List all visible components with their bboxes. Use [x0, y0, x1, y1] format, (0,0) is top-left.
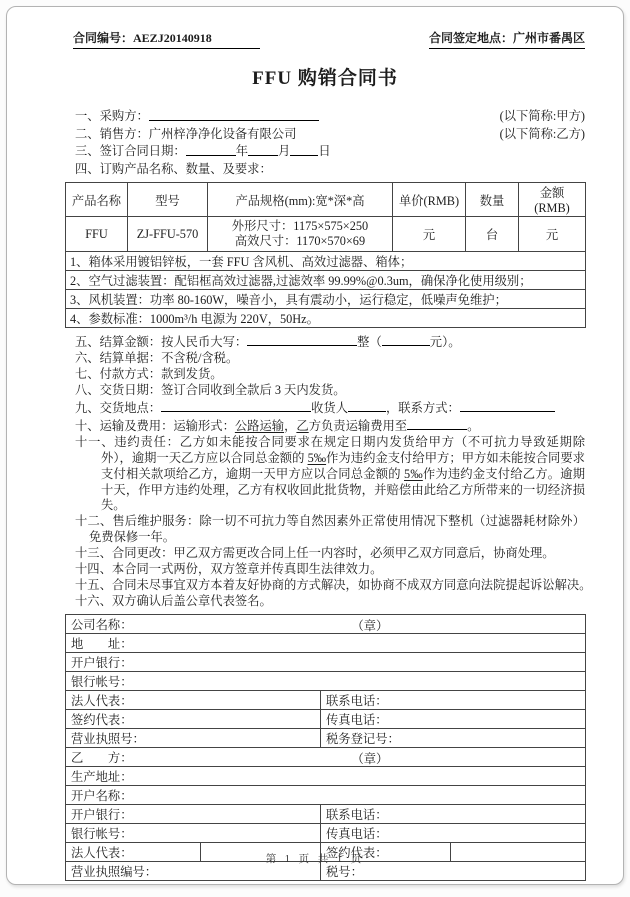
term-confirmation-seal: 十六、双方确认后盖公章代表签名。	[75, 593, 272, 608]
party-b-label: 乙 方：	[71, 750, 133, 765]
term-delivery-place: 九、交货地点： 收货人 ，联系方式：	[75, 399, 585, 417]
term-settlement-receipt: 六、结算单据：不含税/含税。	[75, 351, 239, 366]
product-table	[65, 182, 586, 328]
term-payment: 七、付款方式：款到发货。	[75, 367, 223, 382]
term-breach-liability: 十一、违约责任：乙方如未能按合同要求在规定日期内发货给甲方（不可抗力导致延期除外），逾期一天乙方应以合同总金额的 5‰作为违约金支付给甲方；甲方如未能按合同要求支付相关款项给乙方，逾期一天甲方应以合同总金额的 5‰作为违约金支付给乙方。逾期十天，作甲方违约处理，乙方有权收回此批货物，并赔偿由此给乙方所带来的一切经济损失。	[75, 434, 586, 513]
party-row-reps-b: 法人代表： 签约代表：	[66, 842, 586, 861]
party-row-account-name: 开户名称：	[66, 785, 586, 804]
col-quantity: 数量	[466, 183, 519, 217]
col-spec: 产品规格(mm):宽*深*高	[208, 183, 393, 217]
seller-line	[75, 126, 585, 144]
transport-dest-blank	[407, 417, 467, 430]
stamp-placeholder: （章）	[351, 751, 389, 766]
intro-section	[75, 108, 585, 178]
buyer-alias: (以下简称:甲方)	[499, 109, 585, 123]
seller-name: 广州梓净净化设备有限公司	[148, 126, 297, 141]
year-label: 年	[235, 144, 248, 159]
term-dispute-resolution: 十五、合同未尽事宜双方本着友好协商的方式解决，如协商不成双方同意向法院提起诉讼解决。	[75, 577, 592, 592]
col-model: 型号	[128, 183, 208, 217]
quantity-cell: 台	[466, 217, 519, 252]
product-model-cell: ZJ-FFU-570	[128, 217, 208, 252]
consignee-blank	[348, 399, 386, 412]
stamp-placeholder: （章）	[351, 618, 389, 633]
product-note-4: 4、参数标准：1000m³/h 电源为 220V，50Hz。	[66, 309, 586, 328]
page-number: 第 1 页 共 1 页	[265, 854, 365, 865]
seller-alias: (以下简称:乙方)	[499, 126, 585, 141]
col-product-name: 产品名称	[66, 183, 128, 217]
transport-mode: 公路运输	[234, 418, 285, 433]
term-settlement-amount: 五、结算金额：按人民币大写： 整（ 元）。	[75, 335, 461, 350]
col-amount: 金额(RMB)	[519, 183, 586, 217]
contract-number	[73, 29, 260, 49]
term-contract-change: 十三、合同更改：甲乙双方需更改合同上任一内容时，必须甲乙双方同意后，协商处理。	[75, 546, 555, 561]
penalty-rate-1: 5‰	[307, 450, 327, 465]
party-row-signing-rep: 签约代表： 传真电话：	[66, 709, 586, 728]
order-line	[75, 161, 585, 179]
buyer-label: 一、采购方：	[75, 109, 149, 123]
term-after-sales: 十二、售后维护服务：除一切不可抗力等自然因素外正常使用情况下整机（过滤器耗材除外）免费保修一年。	[75, 514, 585, 545]
product-note-row	[66, 309, 586, 328]
product-spec-cell	[208, 217, 393, 252]
party-row-account-b: 银行帐号： 传真电话：	[66, 823, 586, 842]
party-info-table	[65, 614, 586, 881]
date-line	[75, 143, 585, 161]
col-unit-price: 单价(RMB)	[393, 183, 466, 217]
amount-digits-blank	[382, 333, 430, 346]
year-blank	[186, 143, 236, 156]
buyer-blank	[149, 108, 319, 121]
signing-place-label: 合同签定地点：	[428, 31, 513, 45]
party-row-account: 银行帐号：	[66, 671, 586, 690]
company-name-label: 公司名称：	[71, 617, 133, 632]
term-transport: 十、运输及费用：运输形式：公路运输，乙方负责运输费用至 。	[75, 418, 480, 433]
page-title: FFU 购销合同书	[252, 68, 398, 89]
party-row-legal-rep: 法人代表： 联系电话：	[66, 690, 586, 709]
party-row-bank: 开户银行：	[66, 652, 586, 671]
contract-number-label: 合同编号：	[73, 31, 134, 45]
signing-place-value: 广州市番禺区	[512, 31, 585, 45]
buyer-line	[75, 108, 585, 126]
spec-hepa-size: 高效尺寸：1170×570×69	[234, 234, 366, 249]
penalty-rate-2: 5‰	[404, 466, 423, 481]
unit-price-cell: 元	[393, 217, 466, 252]
contact-blank	[460, 399, 555, 412]
product-note-row	[66, 290, 586, 309]
day-blank	[290, 143, 318, 156]
product-table-header-row	[66, 183, 586, 217]
order-label: 四、订购产品名称、数量、及要求：	[75, 161, 272, 176]
party-row-bank-b: 开户银行： 联系电话：	[66, 804, 586, 823]
party-row-license: 营业执照号： 税务登记号：	[66, 728, 586, 747]
product-row	[66, 217, 586, 252]
party-row-address: 地 址：	[66, 633, 586, 652]
delivery-place-blank	[161, 399, 311, 412]
party-row-license-b: 营业执照编号： 税号：	[66, 861, 586, 880]
party-row-production-address: 生产地址：	[66, 766, 586, 785]
terms-section	[75, 333, 592, 609]
product-name-cell: FFU	[66, 217, 128, 252]
contract-number-value: AEZJ20140918	[133, 31, 212, 45]
product-note-3: 3、风机装置：功率 80-160W，噪音小，具有震动小，运行稳定，低噪声免维护；	[66, 290, 586, 309]
month-label: 月	[278, 144, 291, 159]
term-duplicate-copies: 十四、本合同一式两份，双方签章并传真即生法律效力。	[75, 562, 383, 577]
product-note-row	[66, 271, 586, 290]
seller-label: 二、销售方：	[75, 126, 149, 141]
signing-place	[429, 29, 585, 49]
party-row-company-name	[66, 614, 586, 633]
day-label: 日	[318, 144, 331, 159]
month-blank	[248, 143, 278, 156]
term-delivery-date: 八、交货日期：签订合同收到全款后 3 天内发货。	[75, 383, 346, 398]
party-row-party-b	[66, 747, 586, 766]
product-note-1: 1、箱体采用镀铝锌板，一套 FFU 含风机、高效过滤器、箱体；	[66, 252, 586, 271]
product-note-row	[66, 252, 586, 271]
amount-words-blank	[247, 333, 357, 346]
spec-outer-size: 外形尺寸：1175×575×250	[231, 218, 369, 233]
document-header	[65, 29, 585, 49]
product-note-2: 2、空气过滤装置：配铝框高效过滤器,过滤效率 99.99%@0.3um，确保净化使用级别；	[66, 271, 586, 290]
date-label: 三、签订合同日期：	[75, 144, 186, 159]
amount-cell: 元	[519, 217, 586, 252]
contract-page	[6, 6, 624, 885]
